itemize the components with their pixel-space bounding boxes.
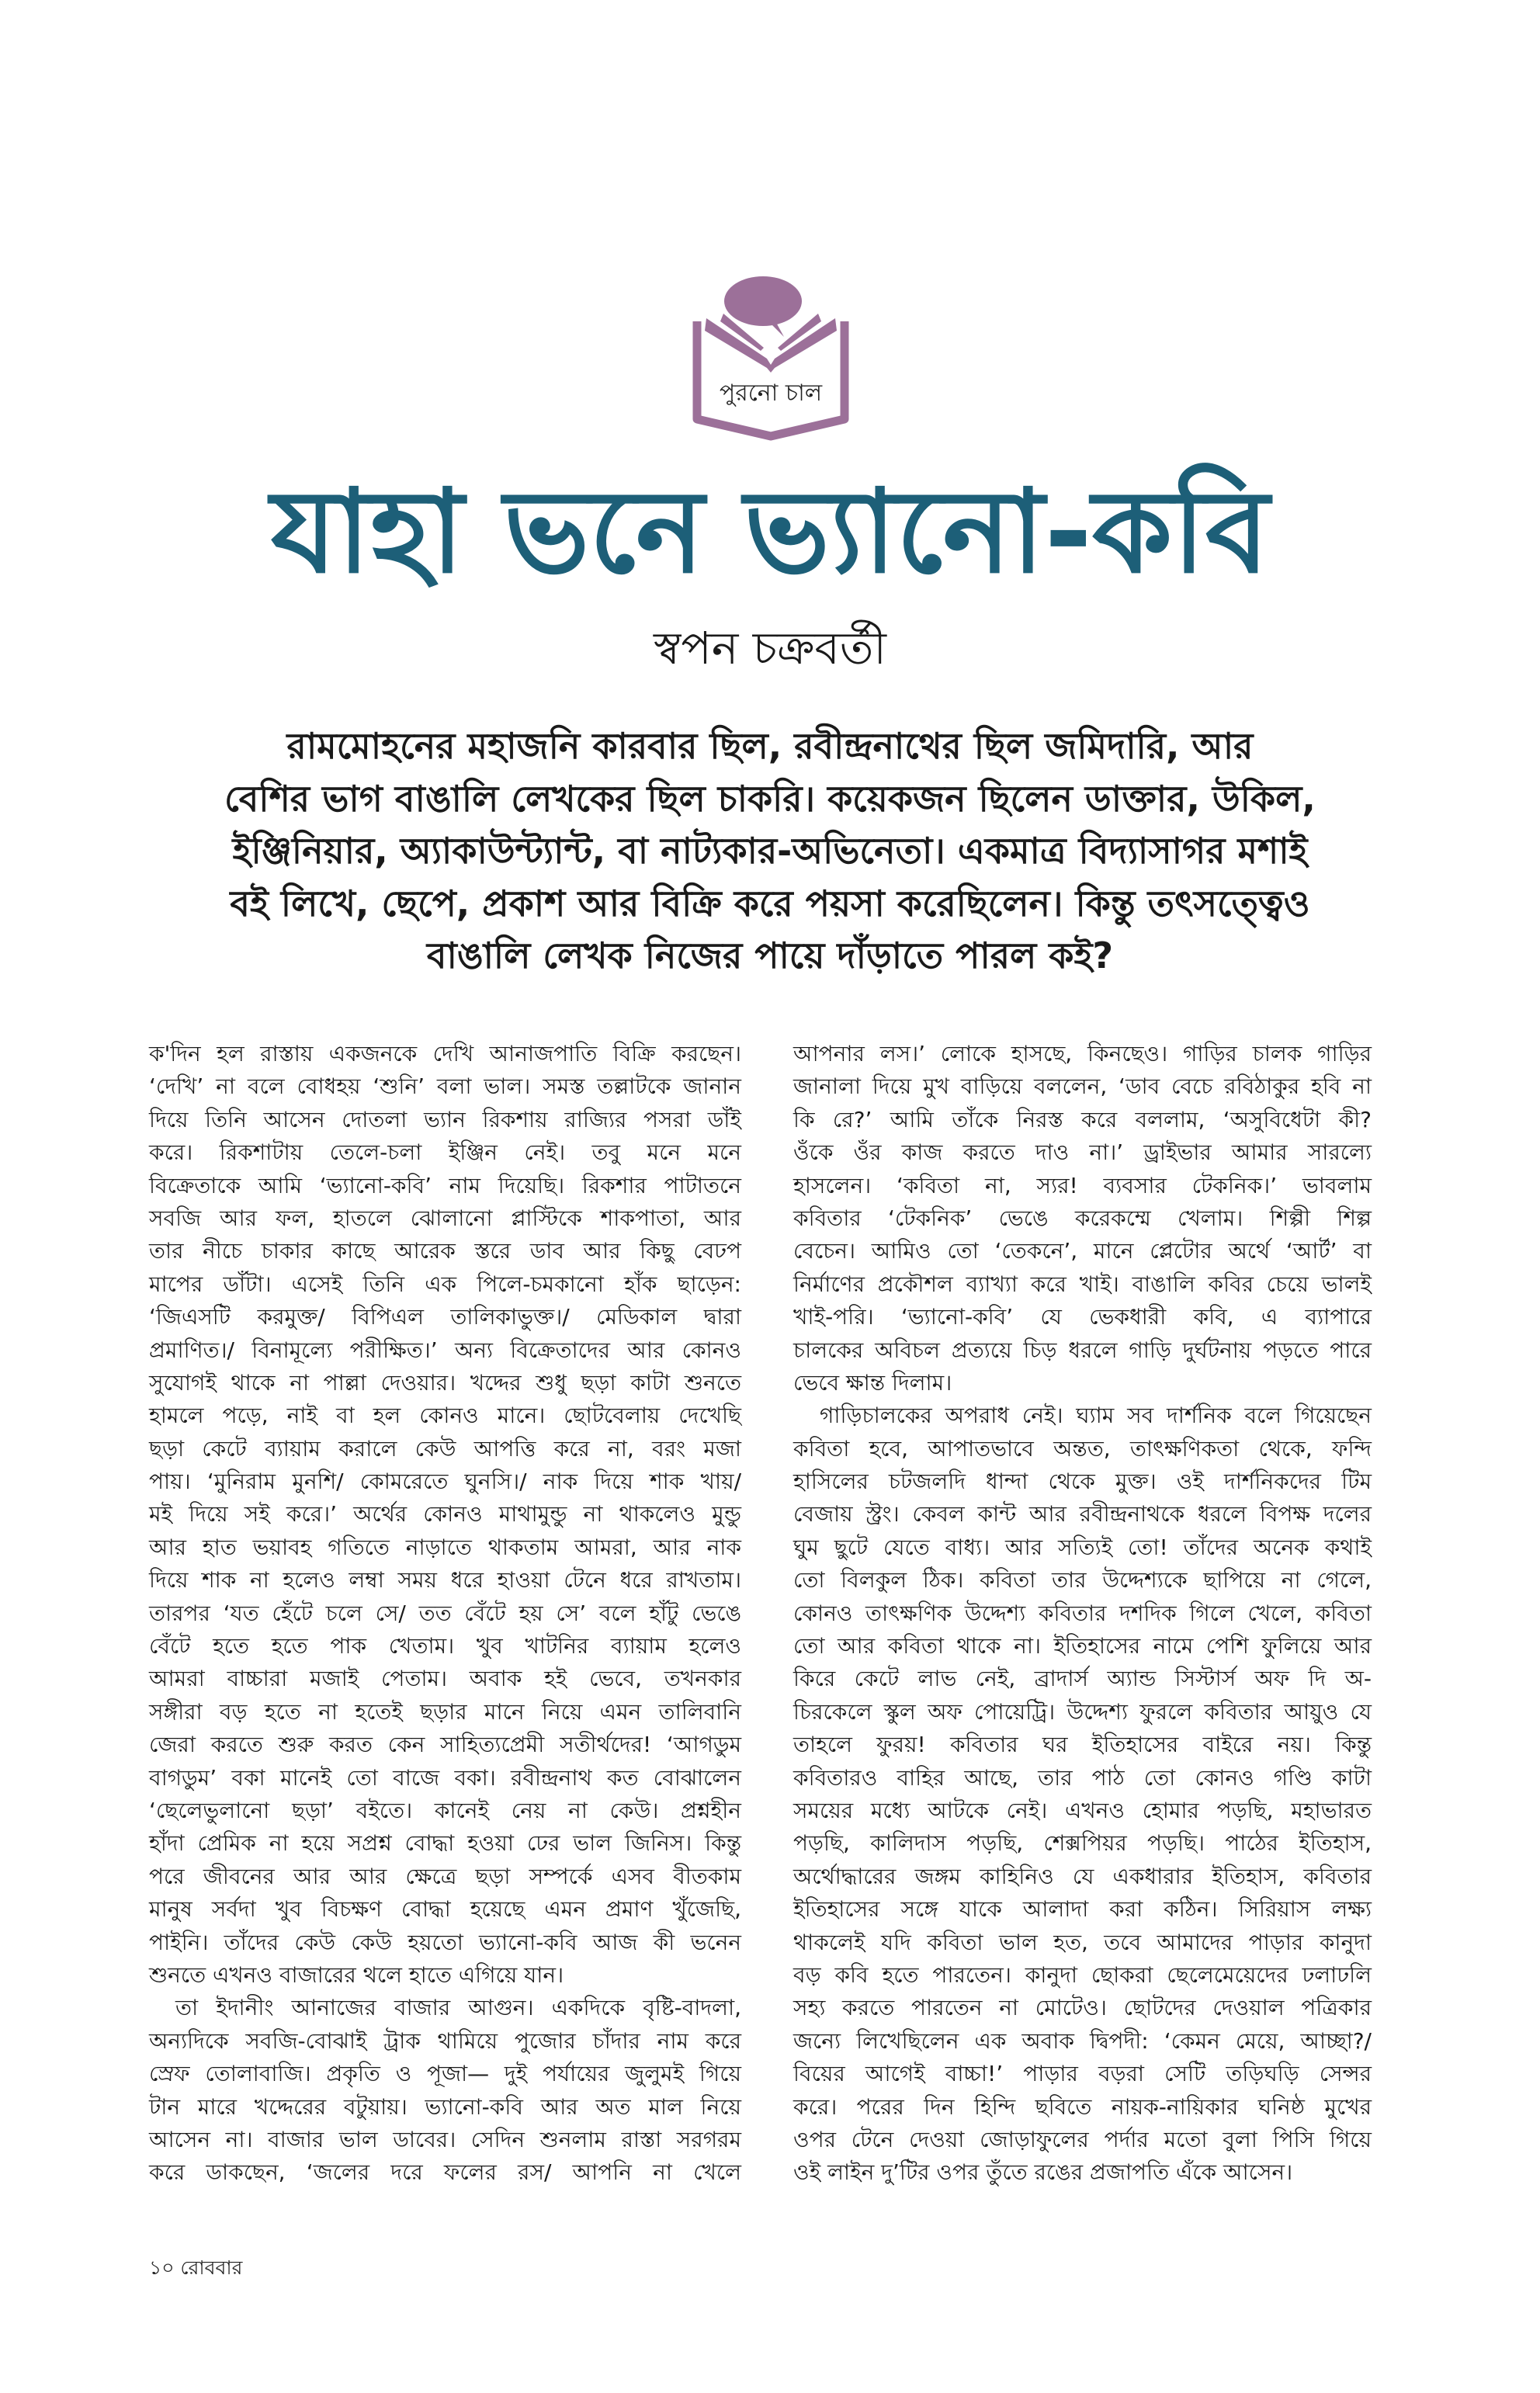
body-text-line: সুযোগই থাকে না পাল্লা দেওয়ার। খদ্দের শুধু ছড়া কাটা শুনতে [149, 1369, 741, 1396]
open-book-speech-bubble-icon [689, 273, 852, 446]
standfirst-line: বই লিখে, ছেপে, প্রকাশ আর বিক্রি করে পয়সা করেছিলেন। কিন্তু তৎসত্ত্বেও [230, 882, 1310, 924]
body-text-line: বাগডুম’ বকা মানেই তো বাজে বকা। রবীন্দ্রনাথ কত বোঝালেন [149, 1764, 741, 1791]
body-text-line: তা ইদানীং আনাজের বাজার আগুন। একদিকে বৃষ্টি-বাদলা, [175, 1995, 741, 2021]
body-text-line: প্রমাণিত।/ বিনামূল্যে পরীক্ষিত।’ অন্য বিক্রেতাদের আর কোনও [149, 1337, 741, 1363]
body-text-line: জন্যে লিখেছিলেন এক অবাক দ্বিপদী: ‘কেমন মেয়ে, আচ্ছা?/ [793, 2027, 1372, 2054]
body-text-line: টান মারে খদ্দেরের বটুয়ায়। ভ্যানো-কবি আর অত মাল নিয়ে [149, 2093, 741, 2120]
body-text-line: বেজায় স্ট্রং। কেবল কান্ট আর রবীন্দ্রনাথকে ধরলে বিপক্ষ দলের [793, 1501, 1372, 1528]
body-text-line: সঙ্গীরা বড় হতে না হতেই ছড়ার মানে নিয়ে এমন তালিবানি [149, 1698, 741, 1725]
body-text-line: কবিতা হবে, আপাতভাবে অন্তত, তাৎক্ষণিকতা থেকে, ফন্দি [793, 1435, 1372, 1462]
body-text-line: মাপের ডাঁটা। এসেই তিনি এক পিলে-চমকানো হাঁক ছাড়েন: [149, 1271, 741, 1297]
body-text-line: সময়ের মধ্যে আটকে নেই। এখনও হোমার পড়ছি, মহাভারত [793, 1797, 1372, 1823]
body-text-line: বড় কবি হতে পারতেন। কানুদা ছোকরা ছেলেমেয়েদের ঢলাঢলি [793, 1961, 1372, 1988]
body-text-line: তো বিলকুল ঠিক। কবিতা তার উদ্দেশ্যকে ছাপিয়ে না গেলে, [793, 1567, 1372, 1594]
body-text-line: জানালা দিয়ে মুখ বাড়িয়ে বললেন, ‘ডাব বেচে রবিঠাকুর হবি না [793, 1073, 1372, 1100]
body-text-line: আসেন না। বাজার ভাল ডাবের। সেদিন শুনলাম রাস্তা সরগরম [149, 2126, 741, 2152]
body-text-line: পাইনি। তাঁদের কেউ কেউ হয়তো ভ্যানো-কবি আজ কী ভনেন [149, 1929, 741, 1955]
body-text-line: আমরা বাচ্চারা মজাই পেতাম। অবাক হই ভেবে, তখনকার [149, 1666, 741, 1692]
body-text-line: তো আর কবিতা থাকে না। ইতিহাসের নামে পেশি ফুলিয়ে আর [793, 1633, 1372, 1659]
body-text-line: ভেবে ক্ষান্ত দিলাম। [793, 1369, 952, 1396]
section-logo [689, 273, 852, 446]
body-text-line: ওপর টেনে দেওয়া জোড়াফুলের পর্দার মতো বুলা পিসি গিয়ে [793, 2126, 1372, 2152]
body-text-line: বেচেন। আমিও তো ‘তেকনে’, মানে প্লেটোর অর্থে ‘আর্ট’ বা [793, 1238, 1372, 1264]
author-byline: স্বপন চক্রবর্তী [654, 622, 886, 675]
body-text-line: স্রেফ তোলাবাজি। প্রকৃতি ও পূজা— দুই পর্যায়ের জুলুমই গিয়ে [149, 2061, 741, 2087]
body-text-line: হামলে পড়ে, নাই বা হল কোনও মানে। ছোটবেলায় দেখেছি [149, 1403, 741, 1429]
page-footer-folio: ১০ রোববার [149, 2256, 243, 2279]
body-text-line: বিক্রেতাকে আমি ‘ভ্যানো-কবি’ নাম দিয়েছি। রিকশার পাটাতনে [149, 1172, 741, 1198]
paragraph [149, 1992, 741, 2189]
body-text-line: ‘দেখি’ না বলে বোধহয় ‘শুনি’ বলা ভাল। সমস্ত তল্লাটকে জানান [149, 1073, 741, 1100]
body-text-line: তারপর ‘যত হেঁটে চলে সে/ তত বেঁটে হয় সে’ বলে হাঁটু ভেঙে [149, 1600, 741, 1626]
body-text-line: করে ডাকছেন, ‘জলের দরে ফলের রস/ আপনি না খেলে [149, 2159, 741, 2186]
body-text-line: হাঁদা প্রেমিক না হয়ে সপ্রশ্ন বোদ্ধা হওয়া ঢের ভাল জিনিস। কিন্তু [149, 1830, 741, 1857]
body-column-left [149, 1038, 741, 2190]
standfirst-line: বাঙালি লেখক নিজের পায়ে দাঁড়াতে পারল কই? [426, 935, 1114, 976]
body-text-line: কোনও তাৎক্ষণিক উদ্দেশ্য কবিতার দশদিক গিলে খেলে, কবিতা [793, 1600, 1372, 1626]
body-text-line: বিয়ের আগেই বাচ্চা!’ পাড়ার বড়রা সেটি তড়িঘড়ি সেন্সর [793, 2061, 1372, 2087]
body-text-line: ওঁকে ওঁর কাজ করতে দাও না।’ ড্রাইভার আমার সারল্যে [793, 1139, 1372, 1166]
standfirst-line: ইঞ্জিনিয়ার, অ্যাকাউন্ট্যান্ট, বা নাট্যকার-অভিনেতা। একমাত্র বিদ্যাসাগর মশাই [232, 830, 1308, 872]
body-text-line: তাহলে ফুরয়! কবিতার ঘর ইতিহাসের বাইরে নয়। কিন্তু [793, 1732, 1372, 1758]
body-text-line: জেরা করতে শুরু করত কেন সাহিত্যপ্রেমী সতীর্থদের! ‘আগডুম [149, 1732, 741, 1758]
body-text-line: তার নীচে চাকার কাছে আরেক স্তরে ডাব আর কিছু বেঢপ [149, 1238, 741, 1264]
body-text-line: হাসিলের চটজলদি ধান্দা থেকে মুক্ত। ওই দার্শনিকদের টিম [793, 1469, 1372, 1495]
paragraph [793, 1038, 1372, 1399]
body-column-right [793, 1038, 1372, 2190]
body-text-line: থাকলেই যদি কবিতা ভাল হত, তবে আমাদের পাড়ার কানুদা [793, 1929, 1372, 1955]
body-text-line: অর্থোদ্ধারের জঙ্গম কাহিনিও যে একধারার ইতিহাস, কবিতার [793, 1863, 1372, 1889]
body-text-line: মানুষ সর্বদা খুব বিচক্ষণ বোদ্ধা হয়েছে এমন প্রমাণ খুঁজেছি, [149, 1896, 741, 1923]
body-text-line: আপনার লস।’ লোকে হাসছে, কিনছেও। গাড়ির চালক গাড়ির [793, 1041, 1372, 1066]
body-text-line: পড়ছি, কালিদাস পড়ছি, শেক্সপিয়র পড়ছি। পাঠের ইতিহাস, [793, 1830, 1372, 1857]
standfirst-line: বেশির ভাগ বাঙালি লেখকের ছিল চাকরি। কয়েকজন ছিলেন ডাক্তার, উকিল, [224, 777, 1316, 820]
body-text-line: ছড়া কেটে ব্যায়াম করালে কেউ আপত্তি করে না, বরং মজা [149, 1435, 741, 1462]
body-text-line: আর হাত ভয়াবহ গতিতে নাড়াতে থাকতাম আমরা, আর নাক [149, 1534, 741, 1560]
paragraph [149, 1038, 741, 1992]
body-text-line: নির্মাণের প্রকৌশল ব্যাখ্যা করে খাই। বাঙালি কবির চেয়ে ভালই [793, 1271, 1372, 1297]
body-text-line: ‘ছেলেভুলানো ছড়া’ বইতে। কানেই নেয় না কেউ। প্রশ্নহীন [149, 1797, 741, 1823]
body-text-line: বেঁটে হতে হতে পাক খেতাম। খুব খাটনির ব্যায়াম হলেও [149, 1633, 741, 1659]
body-text-line: দিয়ে শাক না হলেও লম্বা সময় ধরে হাওয়া টেনে ধরে রাখতাম। [149, 1567, 741, 1594]
body-text-line: হাসলেন। ‘কবিতা না, স্যর! ব্যবসার টেকনিক।’ ভাবলাম [793, 1172, 1372, 1198]
body-text-line: চালকের অবিচল প্রত্যয়ে চিড় ধরলে গাড়ি দুর্ঘটনায় পড়তে পারে [793, 1337, 1372, 1363]
body-text-line: কি রে?’ আমি তাঁকে নিরস্ত করে বললাম, ‘অসুবিধেটা কী? [793, 1106, 1372, 1132]
body-text-line: ইতিহাসের সঙ্গে যাকে আলাদা করা কঠিন। সিরিয়াস লক্ষ্য [793, 1896, 1372, 1923]
body-text-line: ‘জিএসটি করমুক্ত/ বিপিএল তালিকাভুক্ত।/ মেডিকাল দ্বারা [149, 1304, 741, 1330]
body-text-line: পরে জীবনের আর আর ক্ষেত্রে ছড়া সম্পর্কে এসব বীতকাম [149, 1863, 741, 1889]
article-standfirst [155, 720, 1385, 983]
body-text-line: পায়। ‘মুনিরাম মুনশি/ কোমরেতে ঘুনসি।/ নাক দিয়ে শাক খায়/ [149, 1469, 741, 1495]
body-text-line: শুনতে এখনও বাজারের থলে হাতে এগিয়ে যান। [149, 1961, 564, 1988]
body-text-line: ওই লাইন দু’টির ওপর তুঁতে রঙের প্রজাপতি এঁকে আসেন। [793, 2159, 1293, 2186]
body-text-line: কিরে কেটে লাভ নেই, ব্রাদার্স অ্যান্ড সিস্টার্স অফ দি অ- [793, 1666, 1372, 1692]
body-text-line: মই দিয়ে সই করে।’ অর্থের কোনও মাথামুন্ডু না থাকলেও মুন্ডু [149, 1501, 741, 1528]
body-text-line: করে। রিকশাটায় তেলে-চলা ইঞ্জিন নেই। তবু মনে মনে [149, 1139, 741, 1166]
section-label: পুরনো চাল [719, 380, 823, 407]
body-text-line: দিয়ে তিনি আসেন দোতলা ভ্যান রিকশায় রাজ্যির পসরা ডাঁই [149, 1106, 741, 1132]
body-text-line: ক'দিন হল রাস্তায় একজনকে দেখি আনাজপাতি বিক্রি করছেন। [149, 1041, 741, 1066]
body-text-line: করে। পরের দিন হিন্দি ছবিতে নায়ক-নায়িকার ঘনিষ্ঠ মুখের [793, 2093, 1372, 2120]
body-text-line: সহ্য করতে পারতেন না মোটেও। ছোটদের দেওয়াল পত্রিকার [793, 1995, 1372, 2021]
body-text-line: অন্যদিকে সবজি-বোঝাই ট্রাক থামিয়ে পুজোর চাঁদার নাম করে [149, 2027, 741, 2054]
body-text-line: কবিতার ‘টেকনিক’ ভেঙে করেকম্মে খেলাম। শিল্পী শিল্প [793, 1205, 1372, 1231]
body-text-line: গাড়িচালকের অপরাধ নেই। ঘ্যাম সব দার্শনিক বলে গিয়েছেন [820, 1403, 1372, 1429]
body-text-line: খাই-পরি। ‘ভ্যানো-কবি’ যে ভেকধারী কবি, এ ব্যাপারে [793, 1304, 1372, 1330]
paragraph [793, 1399, 1372, 2189]
body-text-line: সবজি আর ফল, হাতলে ঝোলানো প্লাস্টিকে শাকপাতা, আর [149, 1205, 741, 1231]
body-text-line: চিরকেলে স্কুল অফ পোয়েট্রি। উদ্দেশ্য ফুরলে কবিতার আয়ুও যে [793, 1698, 1372, 1725]
body-text-line: ঘুম ছুটে যেতে বাধ্য। আর সত্যিই তো! তাঁদের অনেক কথাই [793, 1534, 1372, 1560]
body-text-line: কবিতারও বাহির আছে, তার পাঠ তো কোনও গণ্ডি কাটা [793, 1764, 1372, 1791]
standfirst-line: রামমোহনের মহাজনি কারবার ছিল, রবীন্দ্রনাথের ছিল জমিদারি, আর [286, 725, 1254, 767]
article-title: যাহা ভনে ভ্যানো-কবি [270, 465, 1270, 598]
